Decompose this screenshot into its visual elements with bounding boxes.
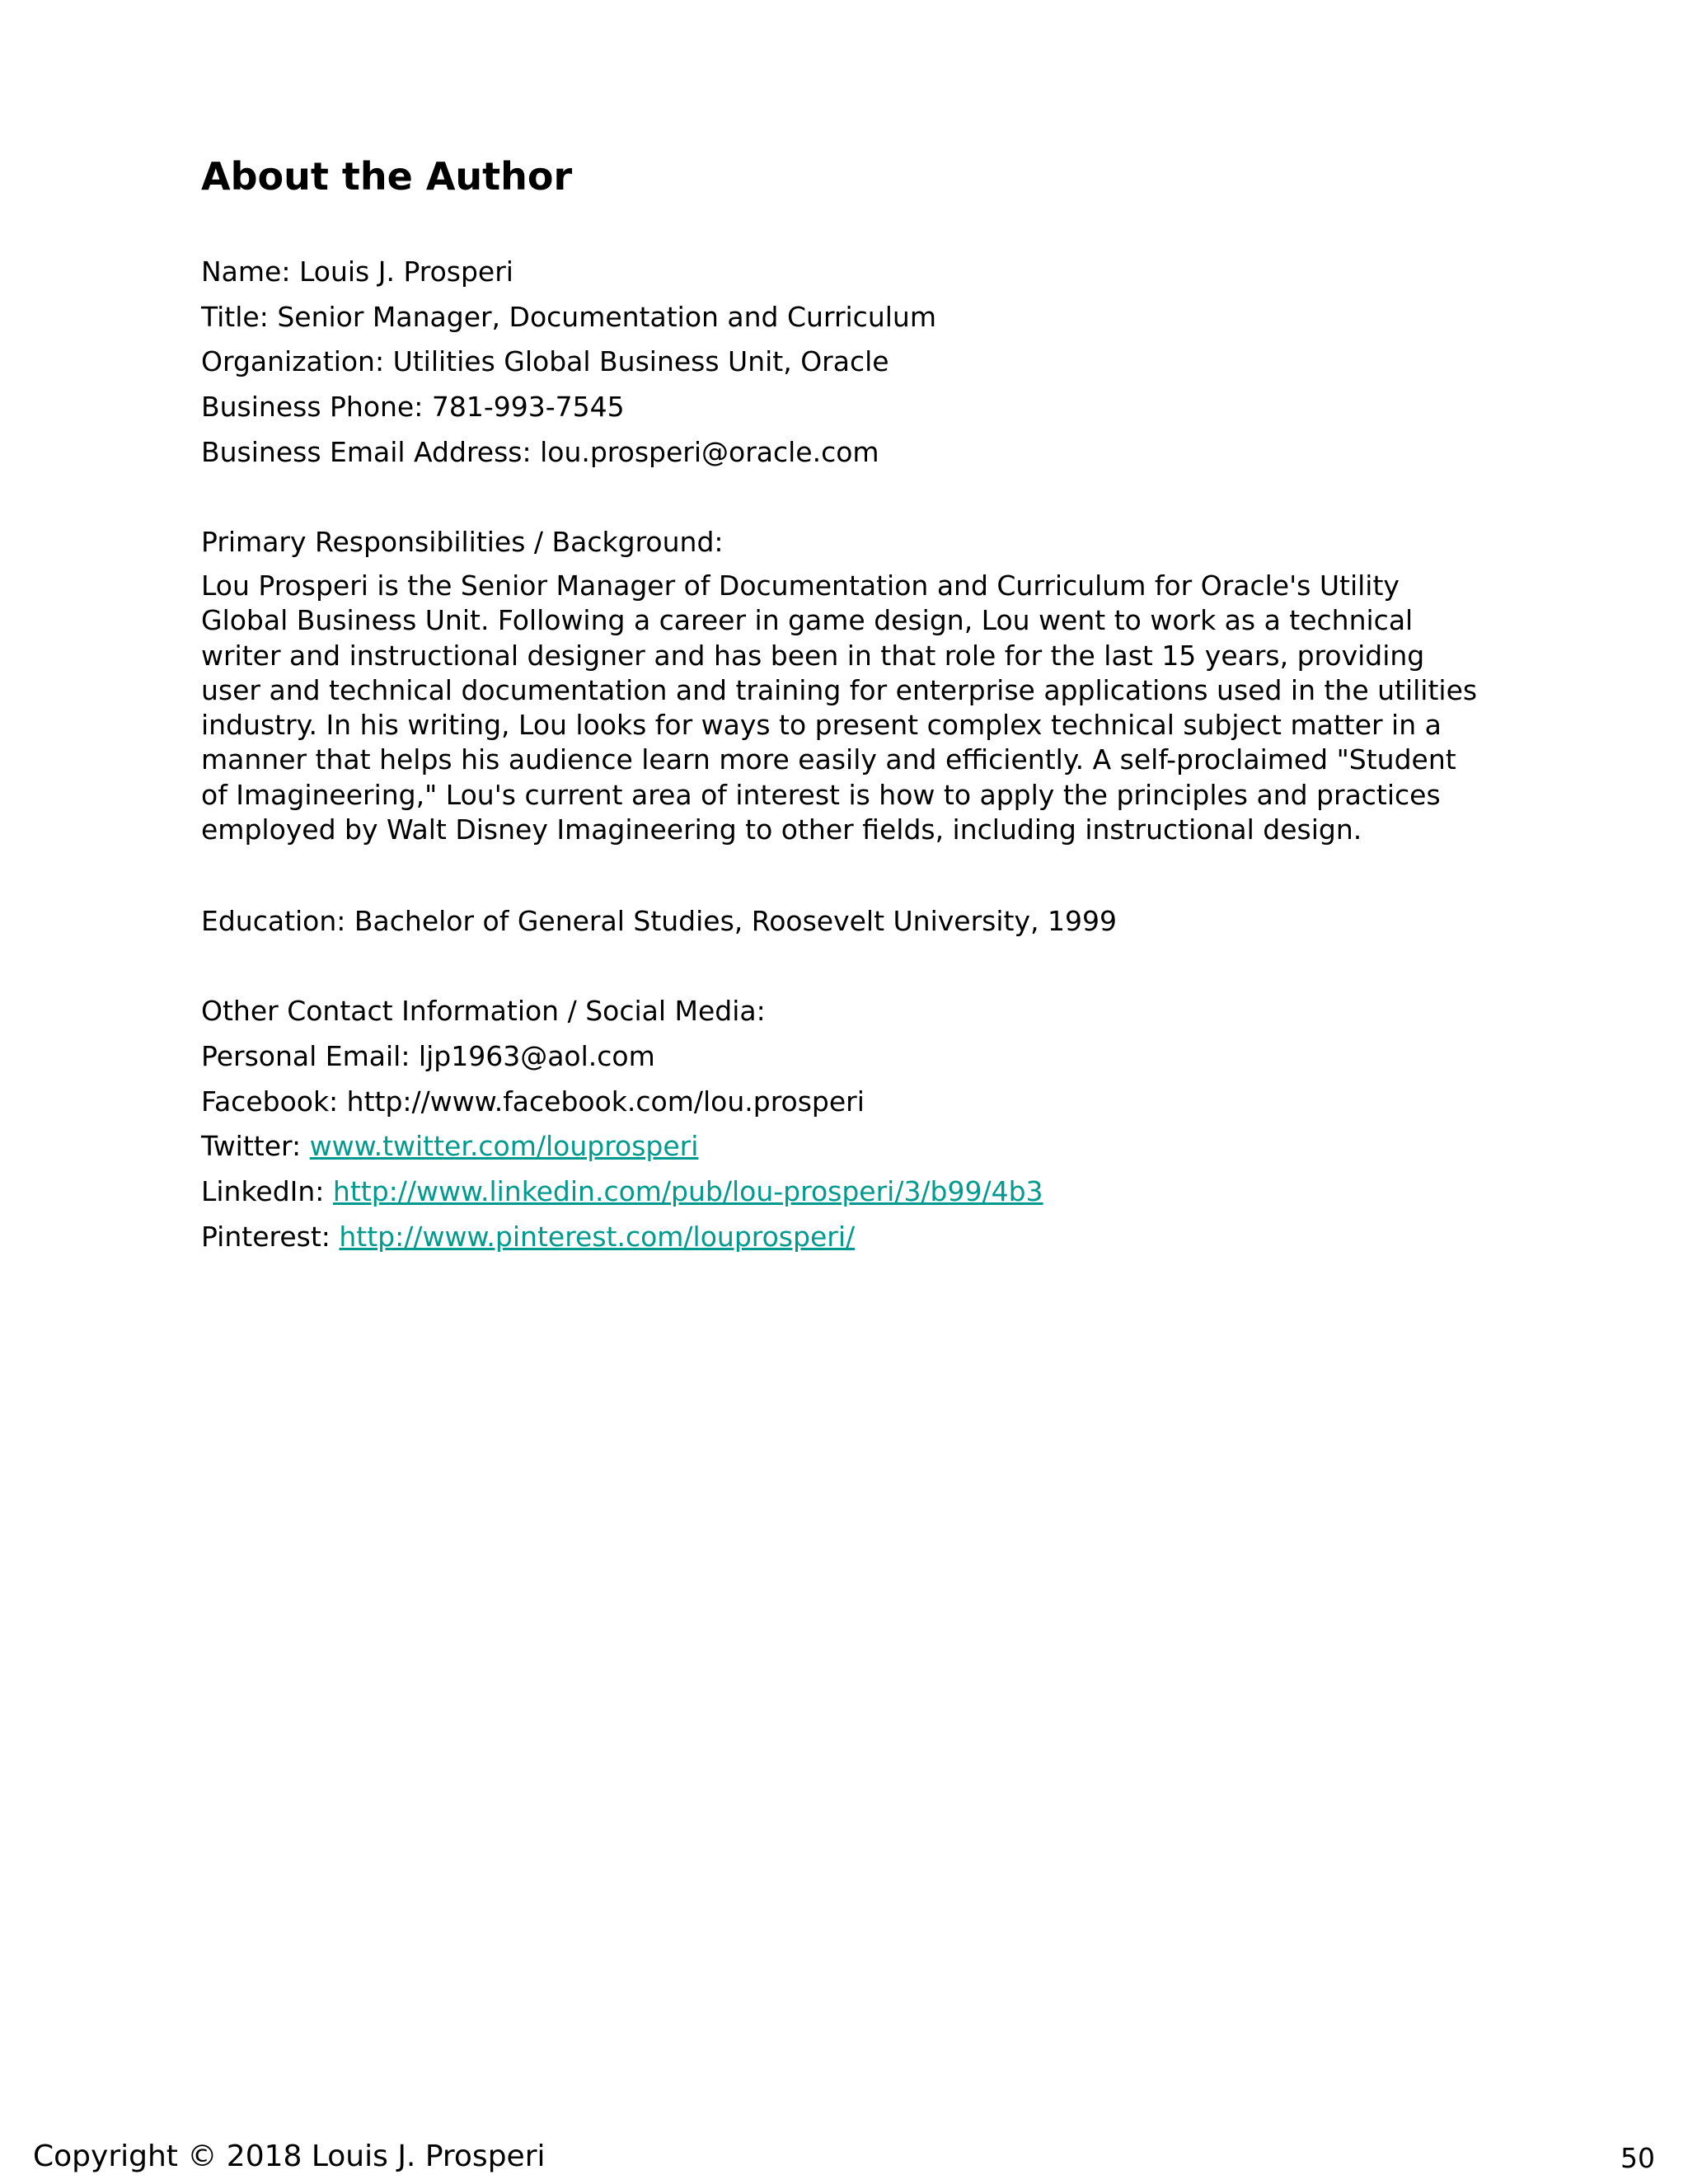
twitter-label: Twitter: bbox=[201, 1130, 310, 1162]
footer-page-number: 50 bbox=[1620, 2142, 1655, 2174]
author-title: Title: Senior Manager, Documentation and Curriculum bbox=[201, 301, 936, 333]
footer-copyright: Copyright © 2018 Louis J. Prosperi bbox=[33, 2139, 546, 2173]
business-phone: Business Phone: 781-993-7545 bbox=[201, 391, 625, 423]
pinterest-link[interactable]: http://www.pinterest.com/louprosperi/ bbox=[339, 1221, 856, 1253]
business-email: Business Email Address: lou.prosperi@oracle.com bbox=[201, 436, 879, 468]
author-organization: Organization: Utilities Global Business Unit, Oracle bbox=[201, 345, 889, 377]
background-label: Primary Responsibilities / Background: bbox=[201, 526, 724, 558]
linkedin-line bbox=[201, 1172, 1043, 1212]
education: Education: Bachelor of General Studies, Roosevelt University, 1999 bbox=[201, 905, 1117, 937]
facebook-line: Facebook: http://www.facebook.com/lou.prosperi bbox=[201, 1085, 865, 1118]
page-title: About the Author bbox=[201, 154, 573, 199]
twitter-link[interactable]: www.twitter.com/louprosperi bbox=[309, 1130, 699, 1162]
pinterest-line bbox=[201, 1217, 855, 1257]
personal-email: Personal Email: ljp1963@aol.com bbox=[201, 1040, 655, 1072]
author-name: Name: Louis J. Prosperi bbox=[201, 255, 513, 288]
background-paragraph: Lou Prosperi is the Senior Manager of Documentation and Curriculum for Oracle's Utility Global Business Unit. Following a career in game design, Lou went to work as a technical writer and instructional designer and has been in that role for the last 15 years, providing user and technical documentation and training for enterprise applications used in the utilities industry. In his writing, Lou looks for ways to present complex technical subject matter in a manner that helps his audience learn more easily and efficiently. A self-proclaimed "Student of Imagineering," Lou's current area of interest is how to apply the principles and practices employed by Walt Disney Imagineering to other fields, including instructional design. bbox=[201, 569, 1478, 846]
linkedin-label: LinkedIn: bbox=[201, 1175, 333, 1207]
pinterest-label: Pinterest: bbox=[201, 1221, 340, 1253]
contact-label: Other Contact Information / Social Media: bbox=[201, 995, 766, 1027]
linkedin-link[interactable]: http://www.linkedin.com/pub/lou-prosperi/3/b99/4b3 bbox=[332, 1175, 1043, 1207]
twitter-line bbox=[201, 1127, 698, 1166]
